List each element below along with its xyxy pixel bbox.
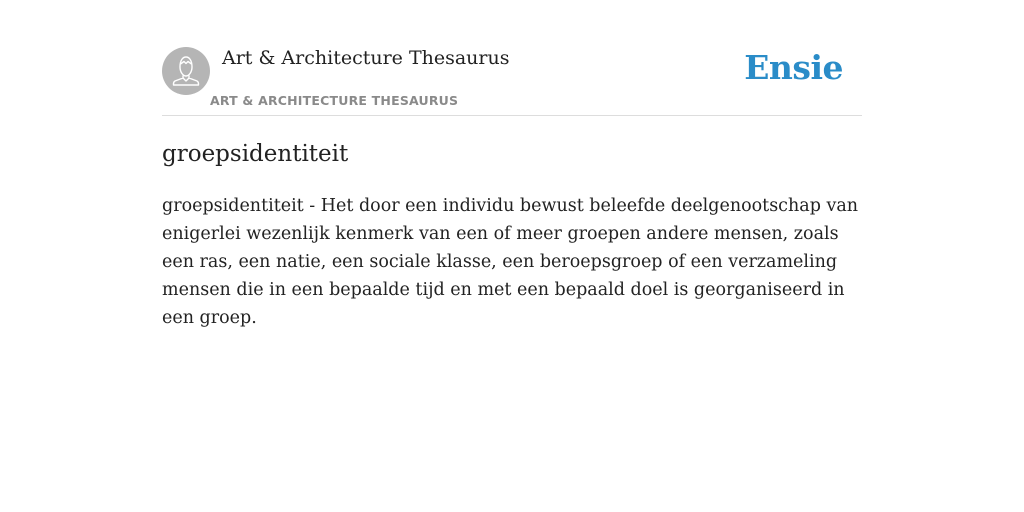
author-avatar[interactable] [162,47,210,95]
page-title: groepsidentiteit [162,141,349,167]
brand-logo[interactable]: Ensie [744,48,843,87]
source-label[interactable]: ART & ARCHITECTURE THESAURUS [210,93,459,108]
page-container [162,0,862,328]
user-icon [162,47,210,95]
definition-text: groepsidentiteit - Het door een individu bewust beleefde deelgenootschap van enigerlei wezenlijk kenmerk van een of meer groepen andere mensen, zoals een ras, een natie, een sociale klasse, een beroepsgroep of een verzameling mensen die in een bepaalde tijd en met een bepaald doel is georganiseerd in een groep. [162,196,859,328]
author-name[interactable]: Art & Architecture Thesaurus [222,47,510,69]
page-header [162,0,862,116]
